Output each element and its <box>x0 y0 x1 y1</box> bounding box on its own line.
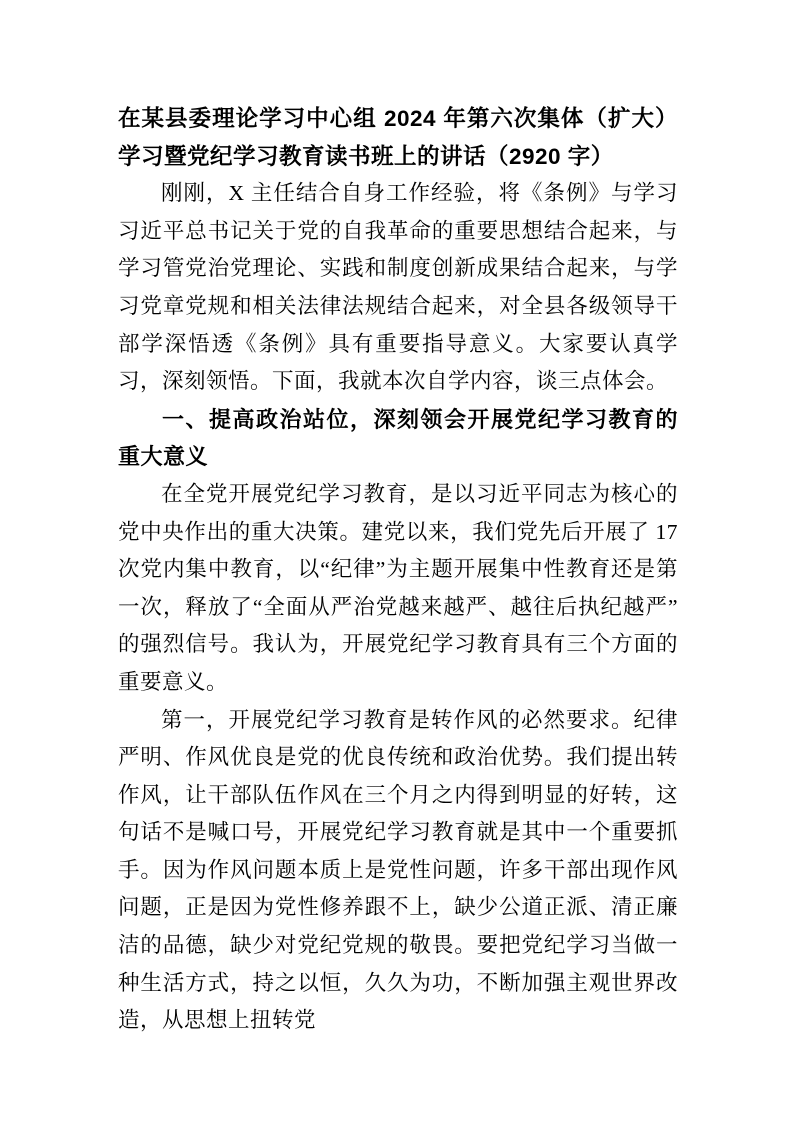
document-title: 在某县委理论学习中心组 2024 年第六次集体（扩大）学习暨党纪学习教育读书班上的讲话（2920 字） <box>118 106 678 169</box>
document-content <box>118 100 678 1040</box>
paragraph-significance: 在全党开展党纪学习教育，是以习近平同志为核心的党中央作出的重大决策。建党以来，我们党先后开展了 17 次党内集中教育，以“纪律”为主题开展集中性教育还是第一次，释放了“全面从严治党越来越严、越往后执纪越严”的强烈信号。我认为，开展党纪学习教育具有三个方面的重要意义。 <box>118 481 678 694</box>
paragraph-first-point: 第一，开展党纪学习教育是转作风的必然要求。纪律严明、作风优良是党的优良传统和政治优势。我们提出转作风，让干部队伍作风在三个月之内得到明显的好转，这句话不是喊口号，开展党纪学习教育就是其中一个重要抓手。因为作风问题本质上是党性问题，许多干部出现作风问题，正是因为党性修养跟不上，缺少公道正派、清正廉洁的品德，缺少对党纪党规的敬畏。要把党纪学习当做一种生活方式，持之以恒，久久为功，不断加强主观世界改造，从思想上扭转党 <box>118 707 678 1033</box>
paragraph-intro: 刚刚，X 主任结合自身工作经验，将《条例》与学习习近平总书记关于党的自我革命的重要思想结合起来，与学习管党治党理论、实践和制度创新成果结合起来，与学习党章党规和相关法律法规结合起来，对全县各级领导干部学深悟透《条例》具有重要指导意义。大家要认真学习，深刻领悟。下面，我就本次自学内容，谈三点体会。 <box>118 181 678 394</box>
section-heading-1: 一、提高政治站位，深刻领会开展党纪学习教育的重大意义 <box>118 406 678 470</box>
